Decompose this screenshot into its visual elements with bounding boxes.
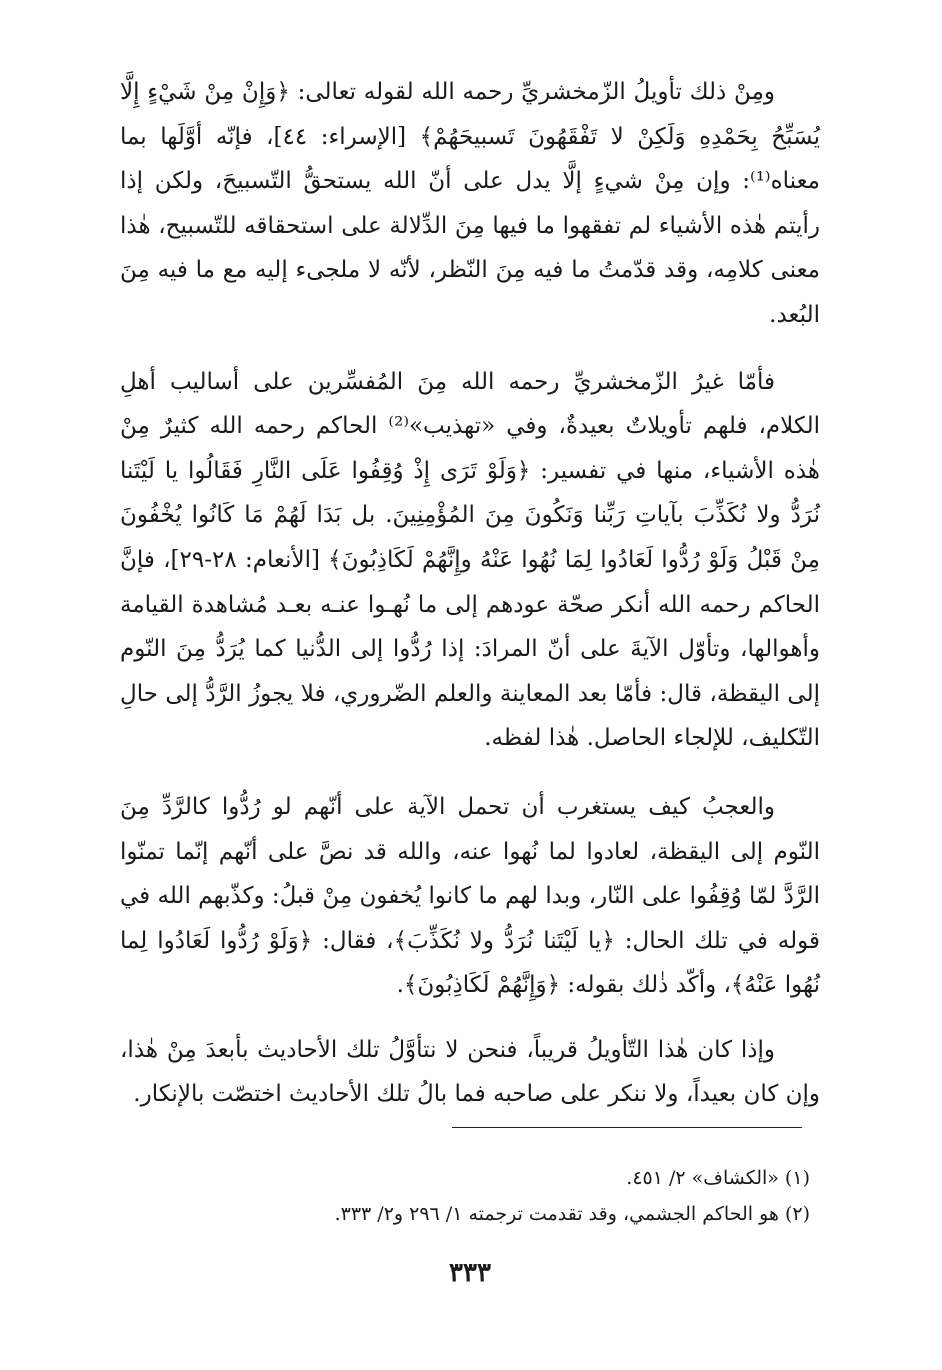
footnote-2: (٢) هو الحاكم الجشمي، وقد تقدمت ترجمته ١/ ٢٩٦ و٢/ ٣٣٣. <box>334 1203 810 1225</box>
page-number: ٣٣٣ <box>449 1258 491 1288</box>
paragraph-2: فأمّا غيرُ الزّمخشريِّ رحمه الله مِنَ المُفسِّرين على أساليب أهلِ الكلام، فلهم تأويلاتٌ بعيدةٌ، وفي «تهذيب»⁽²⁾ الحاكم رحمه الله كثيرٌ مِنْ هٰذه الأشياء، منها في تفسير: ﴿وَلَوْ تَرَى إِذْ وُقِفُوا عَلَى النَّارِ فَقَالُوا يا لَيْتَنا نُرَدُّ ولا نُكَذِّبَ بآياتِ رَبِّنا وَنَكُونَ مِنَ المُؤْمِنِينَ. بل بَدَا لَهُمْ مَا كَانُوا يُخْفُونَ مِنْ قَبْلُ وَلَوْ رُدُّوا لَعَادُوا لِمَا نُهُوا عَنْهُ وإِنَّهُمْ لَكَاذِبُونَ﴾ [الأنعام: ٢٨-٢٩]، فإنَّ الحاكم رحمه الله أنكر صحّة عودهم إلى ما نُهـوا عنـه بعـد مُشاهدة القيامة وأهوالها، وتأوّل الآيةَ على أنّ المرادَ: إذا رُدُّوا إلى الدُّنيا كما يُرَدُّ مِنَ النّوم إلى اليقظة، قال: فأمّا بعد المعاينة والعلم الضّروري، فلا يجوزُ الرَّدُّ إلى حالِ التّكليف، للإلجاء الحاصل. هٰذا لفظه. <box>120 368 820 752</box>
footnote-1: (١) «الكشاف» ٢/ ٤٥١. <box>626 1167 810 1189</box>
paragraph-3: والعجبُ كيف يستغرب أن تحمل الآية على أنّهم لو رُدُّوا كالرَّدِّ مِنَ النّوم إلى اليقظة، لعادوا لما نُهوا عنه، والله قد نصَّ على أنّهم إنّما تمنّوا الرَّدَّ لمّا وُقِفُوا على النّار، وبدا لهم ما كانوا يُخفون مِنْ قبلُ: وكذّبهم الله في قوله في تلك الحال: ﴿يا لَيْتَنا نُرَدُّ ولا نُكَذِّبَ﴾، فقال: ﴿وَلَوْ رُدُّوا لَعَادُوا لِما نُهُوا عَنْهُ﴾، وأكّد ذٰلك بقوله: ﴿وَإِنَّهُمْ لَكَاذِبُونَ﴾. <box>120 793 820 999</box>
paragraph-4: وإذا كان هٰذا التّأويلُ قريباً، فنحن لا نتأوَّلُ تلك الأحاديث بأبعدَ مِنْ هٰذا، وإن كان بعيداً، ولا ننكر على صاحبه فما بالُ تلك الأحاديث اختصّت بالإنكار. <box>120 1036 820 1108</box>
main-text <box>120 70 820 1117</box>
paragraph-1: ومِنْ ذلك تأويلُ الزّمخشريِّ رحمه الله لقوله تعالى: ﴿وَإِنْ مِنْ شَيْءٍ إِلَّا يُسَبِّحُ بِحَمْدِهِ وَلَكِنْ لا تَفْقَهُونَ تَسبيحَهُمْ﴾ [الإسراء: ٤٤]، فإنّه أوَّلَها بما معناه⁽¹⁾: وإن مِنْ شيءٍ إلَّا يدل على أنّ الله يستحقُّ التّسبيحَ، ولكن إذا رأيتم هٰذه الأشياء لم تفقهوا ما فيها مِنَ الدِّلالة على استحقاقه للتّسبيح، هٰذا معنى كلامِه، وقد قدّمتُ ما فيه مِنَ النّظر، لأنّه لا ملجىء إليه مع ما فيه مِنَ البُعد. <box>120 79 821 328</box>
footnote-separator <box>452 1127 802 1128</box>
footnotes <box>120 1160 810 1232</box>
